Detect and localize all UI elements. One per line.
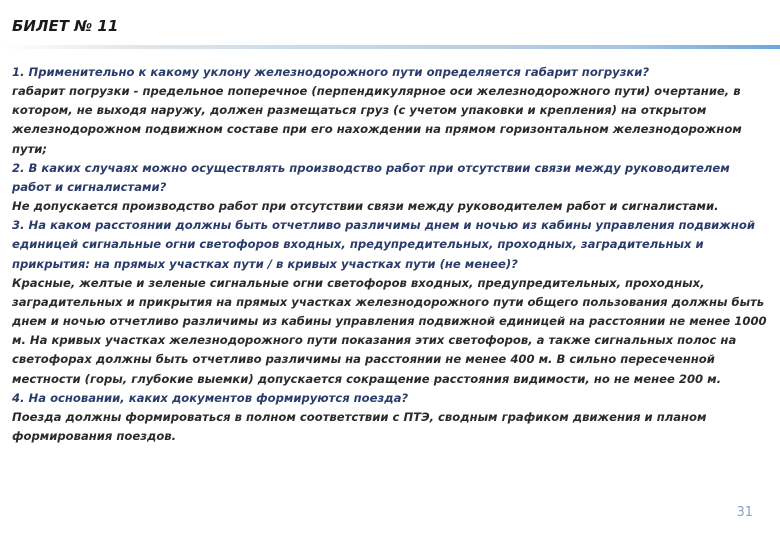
header-divider (0, 45, 780, 49)
answer-2: Не допускается производство работ при отсутствии связи между руководителем работ и сигналистами. (12, 199, 719, 214)
ticket-title: БИЛЕТ № 11 (12, 17, 119, 35)
answer-1: габарит погрузки - предельное поперечное (перпендикулярное оси железнодорожного пути) очертание, в котором, не выходя наружу, должен размещаться груз (с учетом упаковки и крепления) на открытом железнодорожном подвижном составе при его нахождении на прямом горизонтальном железнодорожном пути; (12, 84, 742, 156)
ticket-content (12, 63, 770, 446)
question-2: 2. В каких случаях можно осуществлять производство работ при отсутствии связи между руководителем работ и сигналистами? (12, 160, 730, 194)
answer-4: Поезда должны формироваться в полном соответствии с ПТЭ, сводным графиком движения и планом формирования поездов. (12, 409, 707, 443)
question-1: 1. Применительно к какому уклону железнодорожного пути определяется габарит погрузки? (12, 65, 650, 79)
question-3: 3. На каком расстоянии должны быть отчетливо различимы днем и ночью из кабины управления подвижной единицей сигнальные огни светофоров входных, предупредительных, проходных, заградительных и прикрытия: на прямых участках пути / в кривых участках пути (не менее)? (12, 218, 755, 271)
question-4: 4. На основании, каких документов формируются поезда? (12, 390, 409, 405)
answer-3: Красные, желтые и зеленые сигнальные огни светофоров входных, предупредительных, проходных, заградительных и прикрытия на прямых участках железнодорожного пути общего пользования должны быть днем и ночью отчетливо различимы из кабины управления подвижной единицей на расстоянии не менее 1000 м. На кривых участках железнодорожного пути показания этих светофоров, а также сигнальных полос на светофорах должны быть отчетливо различимы на расстоянии не менее 400 м. В сильно пересеченной местности (горы, глубокие выемки) допускается сокращение расстояния видимости, но не менее 200 м. (12, 275, 767, 386)
slide-number: 31 (736, 505, 753, 520)
